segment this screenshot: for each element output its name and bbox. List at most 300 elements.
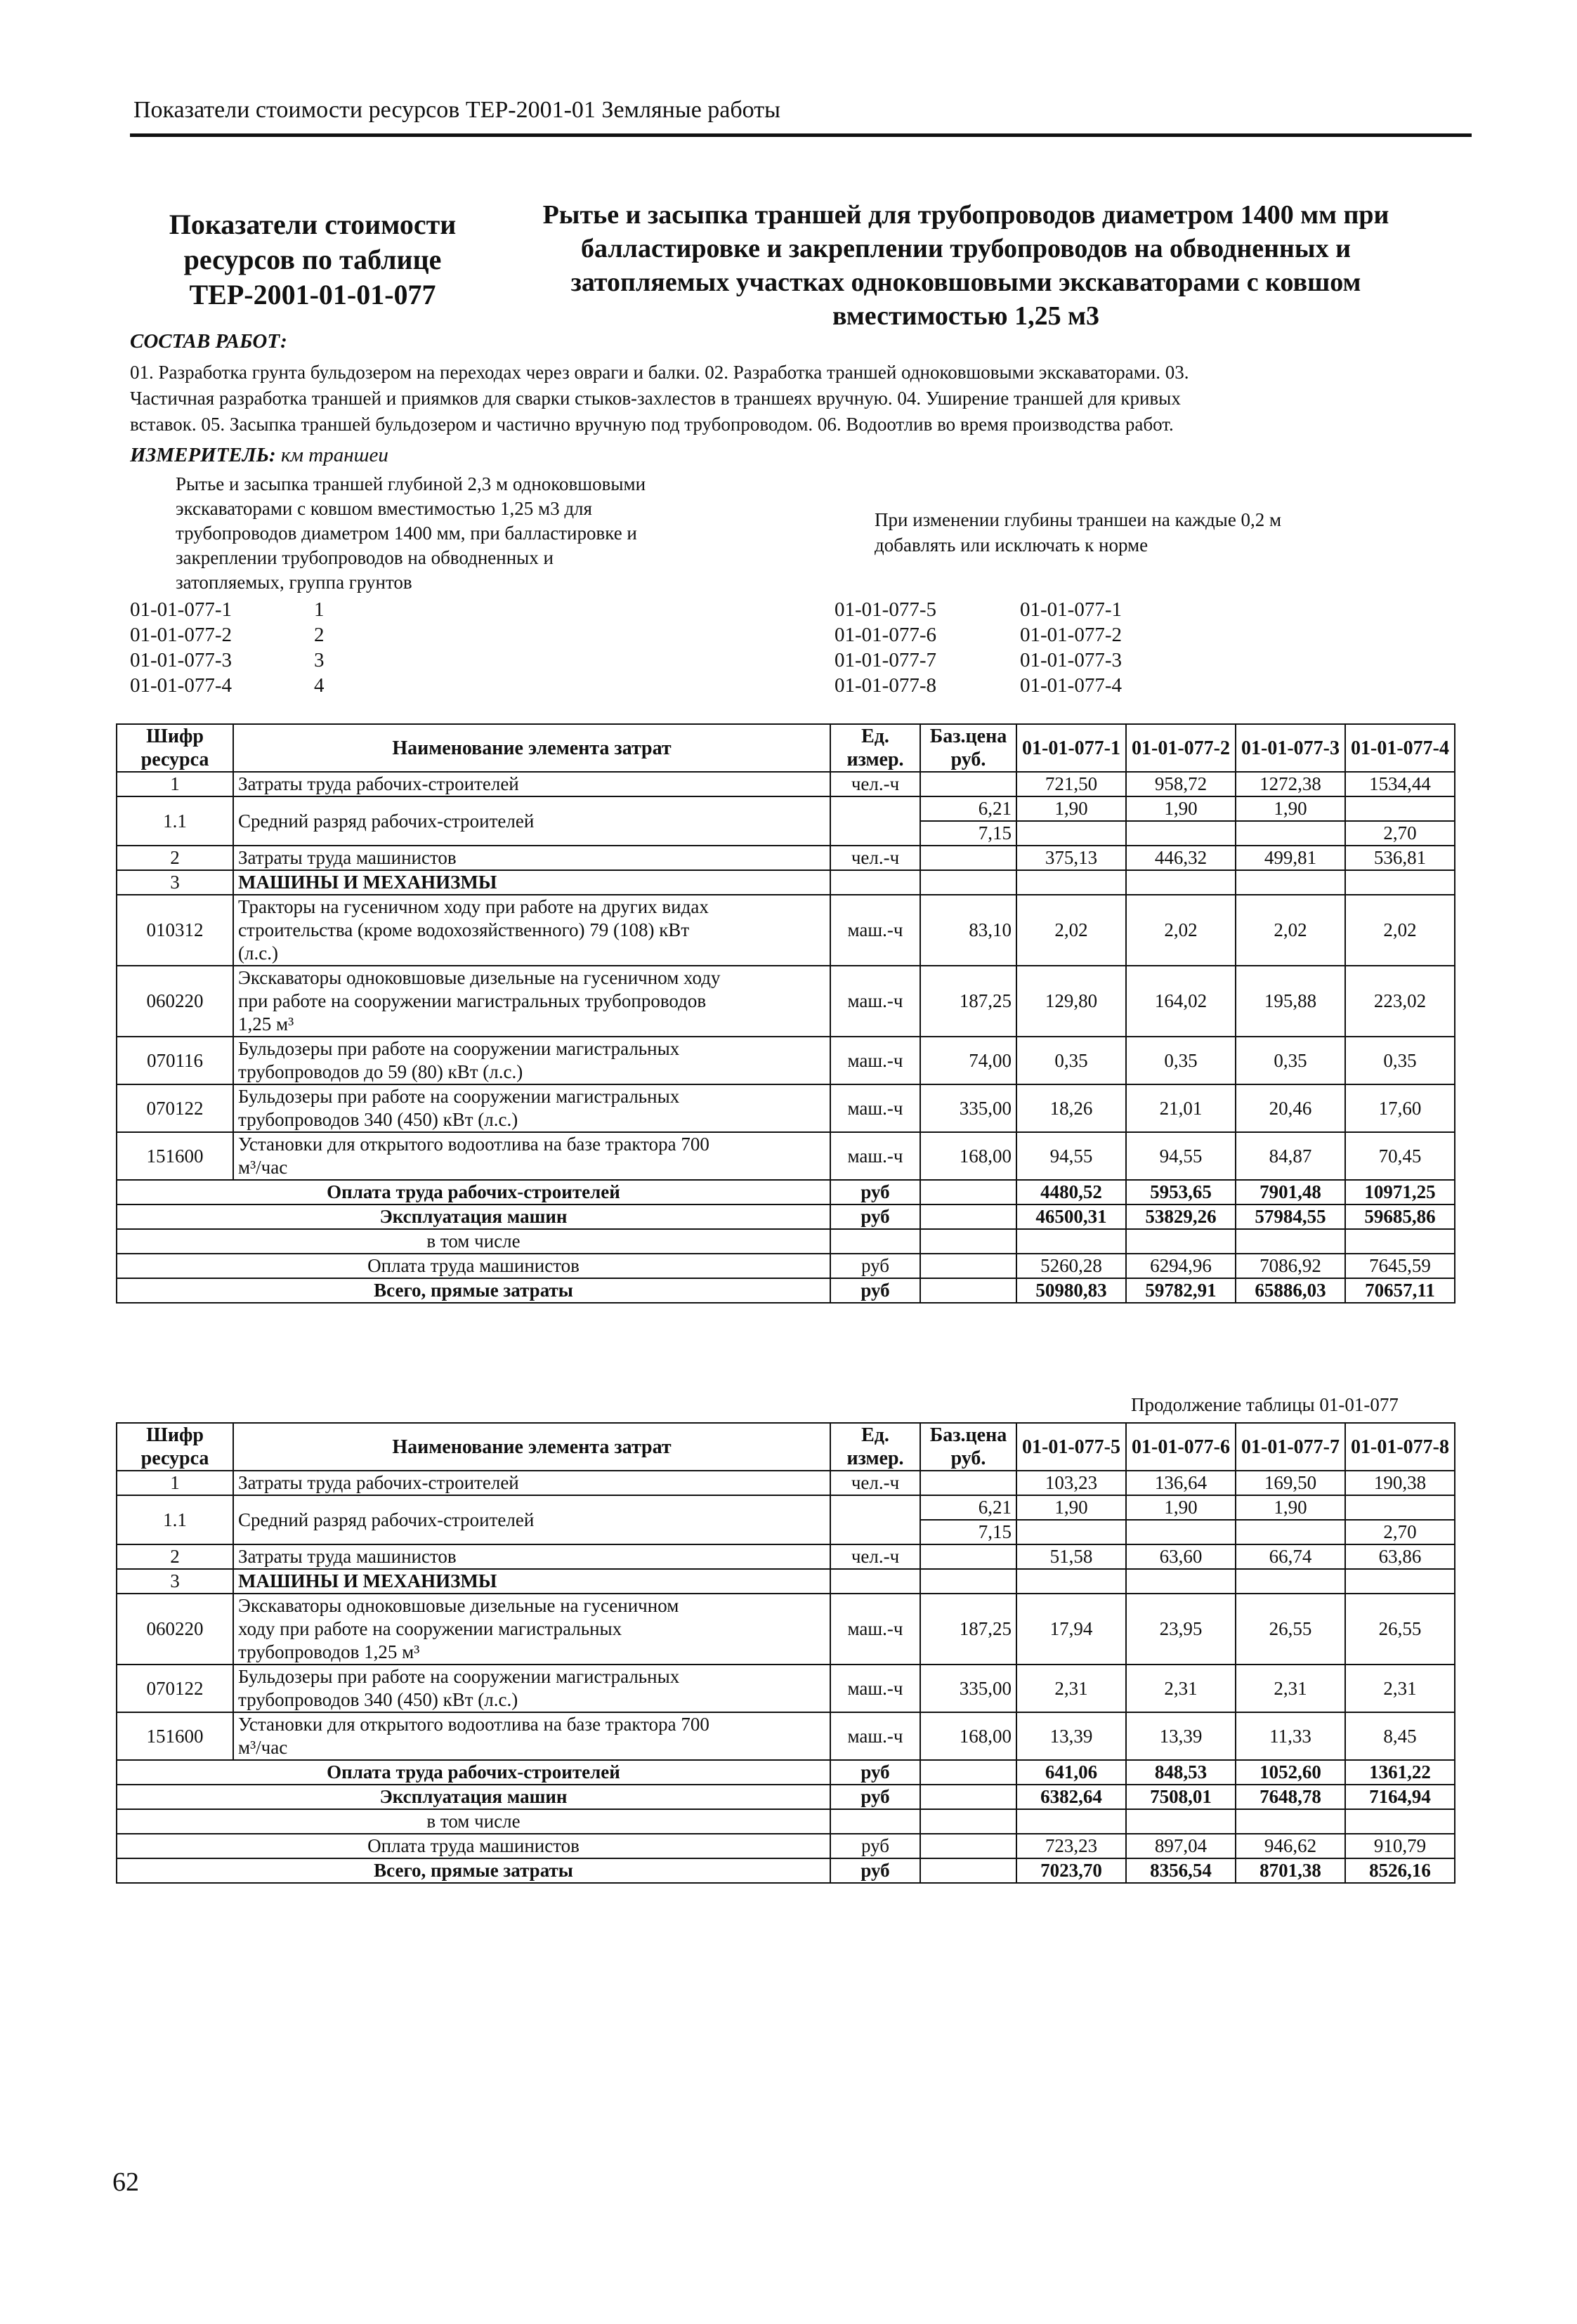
cell-price [920, 1834, 1016, 1858]
cell-code: 2 [117, 846, 233, 870]
code-ref: 01-01-077-1 [1020, 598, 1122, 621]
summary-row [117, 1760, 1455, 1785]
cell-unit: руб [830, 1834, 920, 1858]
header-unit: Ед. измер. [830, 1423, 920, 1471]
cell-value: 5953,65 [1126, 1180, 1236, 1204]
cell-value: 17,94 [1016, 1594, 1126, 1665]
table-row [117, 1132, 1455, 1180]
cell-value [1345, 796, 1455, 821]
cell-price: 168,00 [920, 1712, 1016, 1760]
left-title-line: ресурсов по таблице [183, 244, 442, 275]
cell-value: 1,90 [1126, 796, 1236, 821]
code-row [130, 648, 325, 673]
summary-row [117, 1229, 1455, 1254]
cell-unit: маш.-ч [830, 1084, 920, 1132]
cell-unit [830, 1569, 920, 1594]
header-price: Баз.цена руб. [920, 724, 1016, 772]
cell-price: 187,25 [920, 966, 1016, 1037]
cell-code: 1 [117, 772, 233, 796]
cell-code: 060220 [117, 966, 233, 1037]
cell-code: 070122 [117, 1665, 233, 1712]
left-title-line: ТЕР-2001-01-01-077 [189, 279, 436, 310]
cell-name [233, 1037, 830, 1084]
name-line: Экскаваторы одноковшовые дизельные на гусеничном ходу [238, 967, 721, 988]
cell-price: 6,21 [920, 1495, 1016, 1520]
desc-line: добавлять или исключать к норме [875, 534, 1149, 556]
cell-unit: руб [830, 1760, 920, 1785]
header-col: 01-01-077-5 [1016, 1423, 1126, 1471]
cell-value: 0,35 [1345, 1037, 1455, 1084]
cell-value: 94,55 [1126, 1132, 1236, 1180]
cell-price [920, 1180, 1016, 1204]
cell-value [1345, 1569, 1455, 1594]
cell-price: 7,15 [920, 1520, 1016, 1544]
cell-value: 13,39 [1016, 1712, 1126, 1760]
continuation-note: Продолжение таблицы 01-01-077 [1131, 1394, 1399, 1415]
cell-value [1345, 1229, 1455, 1254]
cell-value: 63,86 [1345, 1544, 1455, 1569]
cell-value [1345, 870, 1455, 895]
cell-unit: руб [830, 1278, 920, 1303]
cell-value [1126, 870, 1236, 895]
cell-value [1126, 1569, 1236, 1594]
cell-unit [830, 1495, 920, 1544]
code-row [130, 597, 325, 622]
main-title-line: балластировке и закреплении трубопроводов на обводненных и [581, 234, 1351, 263]
cell-value: 2,70 [1345, 1520, 1455, 1544]
cell-code: 3 [117, 870, 233, 895]
cell-value: 6382,64 [1016, 1785, 1126, 1809]
code-row [835, 622, 1122, 648]
cell-value: 2,02 [1345, 895, 1455, 966]
code: 01-01-077-5 [835, 598, 936, 621]
summary-row [117, 1785, 1455, 1809]
cell-value: 7508,01 [1126, 1785, 1236, 1809]
codes-right [835, 597, 1122, 698]
code: 01-01-077-3 [130, 649, 232, 671]
cell-value: 1,90 [1016, 796, 1126, 821]
summary-label: Всего, прямые затраты [117, 1858, 830, 1883]
cell-unit: чел.-ч [830, 1544, 920, 1569]
cell-value: 4480,52 [1016, 1180, 1126, 1204]
cell-value: 18,26 [1016, 1084, 1126, 1132]
cell-value [1236, 1809, 1345, 1834]
cell-value: 1052,60 [1236, 1760, 1345, 1785]
cell-unit: маш.-ч [830, 1132, 920, 1180]
cell-unit: руб [830, 1254, 920, 1278]
cell-value: 13,39 [1126, 1712, 1236, 1760]
cell-value: 0,35 [1016, 1037, 1126, 1084]
cell-value: 103,23 [1016, 1471, 1126, 1495]
cell-value: 2,02 [1236, 895, 1345, 966]
cell-price [920, 1229, 1016, 1254]
cell-value: 536,81 [1345, 846, 1455, 870]
name-line: Экскаваторы одноковшовые дизельные на гусеничном [238, 1595, 679, 1616]
cell-value [1016, 1809, 1126, 1834]
cell-value: 446,32 [1126, 846, 1236, 870]
cell-value: 1,90 [1236, 796, 1345, 821]
cell-code: 1.1 [117, 1495, 233, 1544]
table-row [117, 1495, 1455, 1520]
cell-unit [830, 1809, 920, 1834]
cell-value: 2,02 [1016, 895, 1126, 966]
header-col: 01-01-077-2 [1126, 724, 1236, 772]
cell-unit: чел.-ч [830, 1471, 920, 1495]
cell-value [1236, 1520, 1345, 1544]
summary-row [117, 1834, 1455, 1858]
cell-price: 335,00 [920, 1084, 1016, 1132]
cell-value: 848,53 [1126, 1760, 1236, 1785]
cell-name [233, 1665, 830, 1712]
code: 01-01-077-7 [835, 649, 936, 671]
summary-label: Всего, прямые затраты [117, 1278, 830, 1303]
header-name: Наименование элемента затрат [233, 1423, 830, 1471]
cell-value: 10971,25 [1345, 1180, 1455, 1204]
main-title-line: Рытье и засыпка траншей для трубопроводов диаметром 1400 мм при [542, 200, 1389, 230]
cell-value [1126, 1229, 1236, 1254]
cell-name [233, 1594, 830, 1665]
cell-value: 46500,31 [1016, 1204, 1126, 1229]
cell-value: 20,46 [1236, 1084, 1345, 1132]
cell-name: Затраты труда машинистов [233, 846, 830, 870]
desc-line: Рытье и засыпка траншей глубиной 2,3 м одноковшовыми [176, 473, 646, 494]
page-number: 62 [112, 2167, 139, 2197]
name-line: трубопроводов 340 (450) кВт (л.с.) [238, 1689, 518, 1710]
cell-price [920, 1760, 1016, 1785]
header-shifr: Шифр ресурса [117, 1423, 233, 1471]
cell-code: 070122 [117, 1084, 233, 1132]
cell-value: 7086,92 [1236, 1254, 1345, 1278]
cell-name: Средний разряд рабочих-строителей [233, 796, 830, 846]
table-row [117, 1569, 1455, 1594]
summary-label: Эксплуатация машин [117, 1785, 830, 1809]
cell-value [1345, 1495, 1455, 1520]
table-row [117, 1037, 1455, 1084]
table-row [117, 846, 1455, 870]
cell-price [920, 846, 1016, 870]
cell-value: 0,35 [1126, 1037, 1236, 1084]
section-title: МАШИНЫ И МЕХАНИЗМЫ [233, 1569, 830, 1594]
cell-code: 010312 [117, 895, 233, 966]
header-name: Наименование элемента затрат [233, 724, 830, 772]
cell-value: 2,31 [1126, 1665, 1236, 1712]
cell-value: 11,33 [1236, 1712, 1345, 1760]
cell-value: 66,74 [1236, 1544, 1345, 1569]
name-line: 1,25 м³ [238, 1013, 294, 1035]
cell-value: 94,55 [1016, 1132, 1126, 1180]
cell-value: 0,35 [1236, 1037, 1345, 1084]
soil-group: 1 [314, 598, 325, 621]
table-header-row [117, 724, 1455, 772]
code: 01-01-077-4 [130, 674, 232, 697]
cell-value [1016, 1229, 1126, 1254]
cell-name [233, 1132, 830, 1180]
name-line: Бульдозеры при работе на сооружении магистральных [238, 1086, 680, 1107]
cell-name: Затраты труда машинистов [233, 1544, 830, 1569]
cell-code: 060220 [117, 1594, 233, 1665]
cell-price [920, 1278, 1016, 1303]
cell-code: 151600 [117, 1132, 233, 1180]
cell-value: 8526,16 [1345, 1858, 1455, 1883]
table-row [117, 1594, 1455, 1665]
code-row [835, 648, 1122, 673]
cell-value: 6294,96 [1126, 1254, 1236, 1278]
desc-line: затопляемых, группа грунтов [176, 572, 412, 593]
cell-price: 187,25 [920, 1594, 1016, 1665]
work-line: 01. Разработка грунта бульдозером на переходах через овраги и балки. 02. Разработка траншей одноковшовыми экскаваторами. 03. [130, 362, 1189, 383]
cell-price [920, 1471, 1016, 1495]
name-line: м³/час [238, 1737, 288, 1758]
cell-price [920, 1569, 1016, 1594]
summary-row [117, 1858, 1455, 1883]
cell-name [233, 966, 830, 1037]
izmeritel [130, 444, 388, 467]
cell-price: 335,00 [920, 1665, 1016, 1712]
cell-unit: маш.-ч [830, 1665, 920, 1712]
summary-label: Оплата труда машинистов [117, 1834, 830, 1858]
cell-price [920, 1809, 1016, 1834]
cell-value: 2,70 [1345, 821, 1455, 846]
header-col: 01-01-077-7 [1236, 1423, 1345, 1471]
cell-value: 8356,54 [1126, 1858, 1236, 1883]
cell-value [1126, 1809, 1236, 1834]
cell-value: 26,55 [1345, 1594, 1455, 1665]
name-line: Бульдозеры при работе на сооружении магистральных [238, 1666, 680, 1687]
cell-value: 63,60 [1126, 1544, 1236, 1569]
cell-code: 151600 [117, 1712, 233, 1760]
summary-row [117, 1204, 1455, 1229]
name-line: трубопроводов 1,25 м³ [238, 1641, 420, 1662]
table-row [117, 895, 1455, 966]
cell-code: 070116 [117, 1037, 233, 1084]
main-title-line: вместимостью 1,25 м3 [832, 301, 1099, 331]
summary-label: в том числе [117, 1809, 830, 1834]
main-title [502, 198, 1429, 333]
left-title [144, 207, 481, 313]
summary-label: Оплата труда рабочих-строителей [117, 1180, 830, 1204]
cell-value: 7023,70 [1016, 1858, 1126, 1883]
header-col: 01-01-077-8 [1345, 1423, 1455, 1471]
desc-line: экскаваторами с ковшом вместимостью 1,25 м3 для [176, 498, 592, 519]
name-line: при работе на сооружении магистральных трубопроводов [238, 990, 707, 1011]
cell-value [1126, 821, 1236, 846]
cell-value: 57984,55 [1236, 1204, 1345, 1229]
cell-unit [830, 870, 920, 895]
cell-value [1345, 1809, 1455, 1834]
table-row [117, 870, 1455, 895]
cell-value: 1272,38 [1236, 772, 1345, 796]
name-line: ходу при работе на сооружении магистральных [238, 1618, 622, 1639]
cell-value: 17,60 [1345, 1084, 1455, 1132]
table-row [117, 796, 1455, 821]
work-line: вставок. 05. Засыпка траншей бульдозером и частично вручную под трубопроводом. 06. Водоотлив во время производства работ. [130, 414, 1174, 435]
cell-value: 1,90 [1016, 1495, 1126, 1520]
cell-value: 84,87 [1236, 1132, 1345, 1180]
izmeritel-label: ИЗМЕРИТЕЛЬ: [130, 444, 276, 466]
summary-label: Эксплуатация машин [117, 1204, 830, 1229]
cell-value: 7164,94 [1345, 1785, 1455, 1809]
cell-unit: маш.-ч [830, 966, 920, 1037]
table-row [117, 1665, 1455, 1712]
cell-value: 1361,22 [1345, 1760, 1455, 1785]
cell-value: 53829,26 [1126, 1204, 1236, 1229]
code-row [130, 622, 325, 648]
cell-name [233, 895, 830, 966]
header-col: 01-01-077-3 [1236, 724, 1345, 772]
cell-value: 641,06 [1016, 1760, 1126, 1785]
cell-value: 2,02 [1126, 895, 1236, 966]
name-line: (л.с.) [238, 943, 278, 964]
cell-price: 83,10 [920, 895, 1016, 966]
cell-value: 723,23 [1016, 1834, 1126, 1858]
cell-code: 1 [117, 1471, 233, 1495]
code-ref: 01-01-077-2 [1020, 624, 1122, 646]
cell-price [920, 870, 1016, 895]
resource-table-1 [116, 723, 1455, 1304]
cell-value: 169,50 [1236, 1471, 1345, 1495]
code-row [835, 597, 1122, 622]
main-title-line: затопляемых участках одноковшовыми экскаваторами с ковшом [570, 268, 1361, 297]
cell-value: 1,90 [1236, 1495, 1345, 1520]
name-line: м³/час [238, 1157, 288, 1178]
name-line: Установки для открытого водоотлива на базе трактора 700 [238, 1714, 709, 1735]
left-title-line: Показатели стоимости [169, 209, 457, 240]
cell-unit [830, 796, 920, 846]
header-col: 01-01-077-4 [1345, 724, 1455, 772]
desc-line: трубопроводов диаметром 1400 мм, при балластировке и [176, 523, 637, 544]
code: 01-01-077-1 [130, 598, 232, 621]
table-row [117, 1544, 1455, 1569]
table-row [117, 1712, 1455, 1760]
table-row [117, 966, 1455, 1037]
cell-value: 59685,86 [1345, 1204, 1455, 1229]
cell-price [920, 1858, 1016, 1883]
name-line: Тракторы на гусеничном ходу при работе на других видах [238, 896, 709, 917]
cell-value: 2,31 [1236, 1665, 1345, 1712]
header-col: 01-01-077-1 [1016, 724, 1126, 772]
cell-value: 1,90 [1126, 1495, 1236, 1520]
cell-value: 2,31 [1345, 1665, 1455, 1712]
cell-value: 223,02 [1345, 966, 1455, 1037]
cell-unit: руб [830, 1180, 920, 1204]
cell-price: 168,00 [920, 1132, 1016, 1180]
cell-value: 129,80 [1016, 966, 1126, 1037]
code: 01-01-077-8 [835, 674, 936, 697]
cell-value: 1534,44 [1345, 772, 1455, 796]
summary-row [117, 1809, 1455, 1834]
cell-value: 70657,11 [1345, 1278, 1455, 1303]
cell-value: 65886,03 [1236, 1278, 1345, 1303]
codes-left [130, 597, 325, 698]
cell-value: 375,13 [1016, 846, 1126, 870]
cell-unit: руб [830, 1858, 920, 1883]
cell-price [920, 1254, 1016, 1278]
sostav-label: СОСТАВ РАБОТ: [130, 330, 287, 353]
cell-unit: руб [830, 1204, 920, 1229]
cell-value: 7648,78 [1236, 1785, 1345, 1809]
cell-value [1016, 1520, 1126, 1544]
cell-value [1236, 870, 1345, 895]
cell-price [920, 772, 1016, 796]
summary-row [117, 1254, 1455, 1278]
cell-name: Затраты труда рабочих-строителей [233, 1471, 830, 1495]
cell-value: 2,31 [1016, 1665, 1126, 1712]
name-line: Установки для открытого водоотлива на базе трактора 700 [238, 1134, 709, 1155]
cell-unit: маш.-ч [830, 1712, 920, 1760]
cell-value: 7645,59 [1345, 1254, 1455, 1278]
cell-value: 51,58 [1016, 1544, 1126, 1569]
work-description [130, 360, 1454, 438]
table-row [117, 772, 1455, 796]
table-row [117, 1084, 1455, 1132]
cell-unit: чел.-ч [830, 846, 920, 870]
soil-group: 4 [314, 674, 325, 697]
name-line: строительства (кроме водохозяйственного) 79 (108) кВт [238, 919, 690, 940]
cell-unit: маш.-ч [830, 1037, 920, 1084]
cell-value [1236, 821, 1345, 846]
summary-row [117, 1278, 1455, 1303]
cell-value: 8,45 [1345, 1712, 1455, 1760]
header-col: 01-01-077-6 [1126, 1423, 1236, 1471]
cell-value: 164,02 [1126, 966, 1236, 1037]
cell-unit: чел.-ч [830, 772, 920, 796]
cell-value: 946,62 [1236, 1834, 1345, 1858]
cell-code: 1.1 [117, 796, 233, 846]
cell-name: Затраты труда рабочих-строителей [233, 772, 830, 796]
depth-adjustment-note [875, 507, 1281, 558]
cell-code: 3 [117, 1569, 233, 1594]
cell-name: Средний разряд рабочих-строителей [233, 1495, 830, 1544]
cell-value: 190,38 [1345, 1471, 1455, 1495]
cell-value: 7901,48 [1236, 1180, 1345, 1204]
cell-value: 958,72 [1126, 772, 1236, 796]
cell-price [920, 1544, 1016, 1569]
desc-line: При изменении глубины траншеи на каждые 0,2 м [875, 509, 1282, 530]
code: 01-01-077-2 [130, 624, 232, 646]
cell-name [233, 1712, 830, 1760]
cell-value: 136,64 [1126, 1471, 1236, 1495]
cell-value [1016, 1569, 1126, 1594]
summary-label: в том числе [117, 1229, 830, 1254]
cell-value [1016, 821, 1126, 846]
work-line: Частичная разработка траншей и приямков для сварки стыков-захлестов в траншеях вручную. 04. Уширение траншей для кривых [130, 388, 1181, 409]
izmeritel-value: км траншеи [280, 444, 388, 466]
table-header-row [117, 1423, 1455, 1471]
name-line: трубопроводов 340 (450) кВт (л.с.) [238, 1109, 518, 1130]
cell-value: 50980,83 [1016, 1278, 1126, 1303]
cell-value: 5260,28 [1016, 1254, 1126, 1278]
name-line: трубопроводов до 59 (80) кВт (л.с.) [238, 1061, 523, 1082]
cell-value: 499,81 [1236, 846, 1345, 870]
cell-value: 8701,38 [1236, 1858, 1345, 1883]
resource-table-2 [116, 1422, 1455, 1884]
header-shifr: Шифр ресурса [117, 724, 233, 772]
cell-value: 21,01 [1126, 1084, 1236, 1132]
cell-price [920, 1785, 1016, 1809]
cell-value: 26,55 [1236, 1594, 1345, 1665]
cell-value [1016, 870, 1126, 895]
header-price: Баз.цена руб. [920, 1423, 1016, 1471]
cell-unit: маш.-ч [830, 895, 920, 966]
summary-row [117, 1180, 1455, 1204]
table-row [117, 1471, 1455, 1495]
cell-value: 59782,91 [1126, 1278, 1236, 1303]
cell-value: 23,95 [1126, 1594, 1236, 1665]
cell-value: 721,50 [1016, 772, 1126, 796]
cell-price: 7,15 [920, 821, 1016, 846]
cell-name [233, 1084, 830, 1132]
cell-value: 897,04 [1126, 1834, 1236, 1858]
